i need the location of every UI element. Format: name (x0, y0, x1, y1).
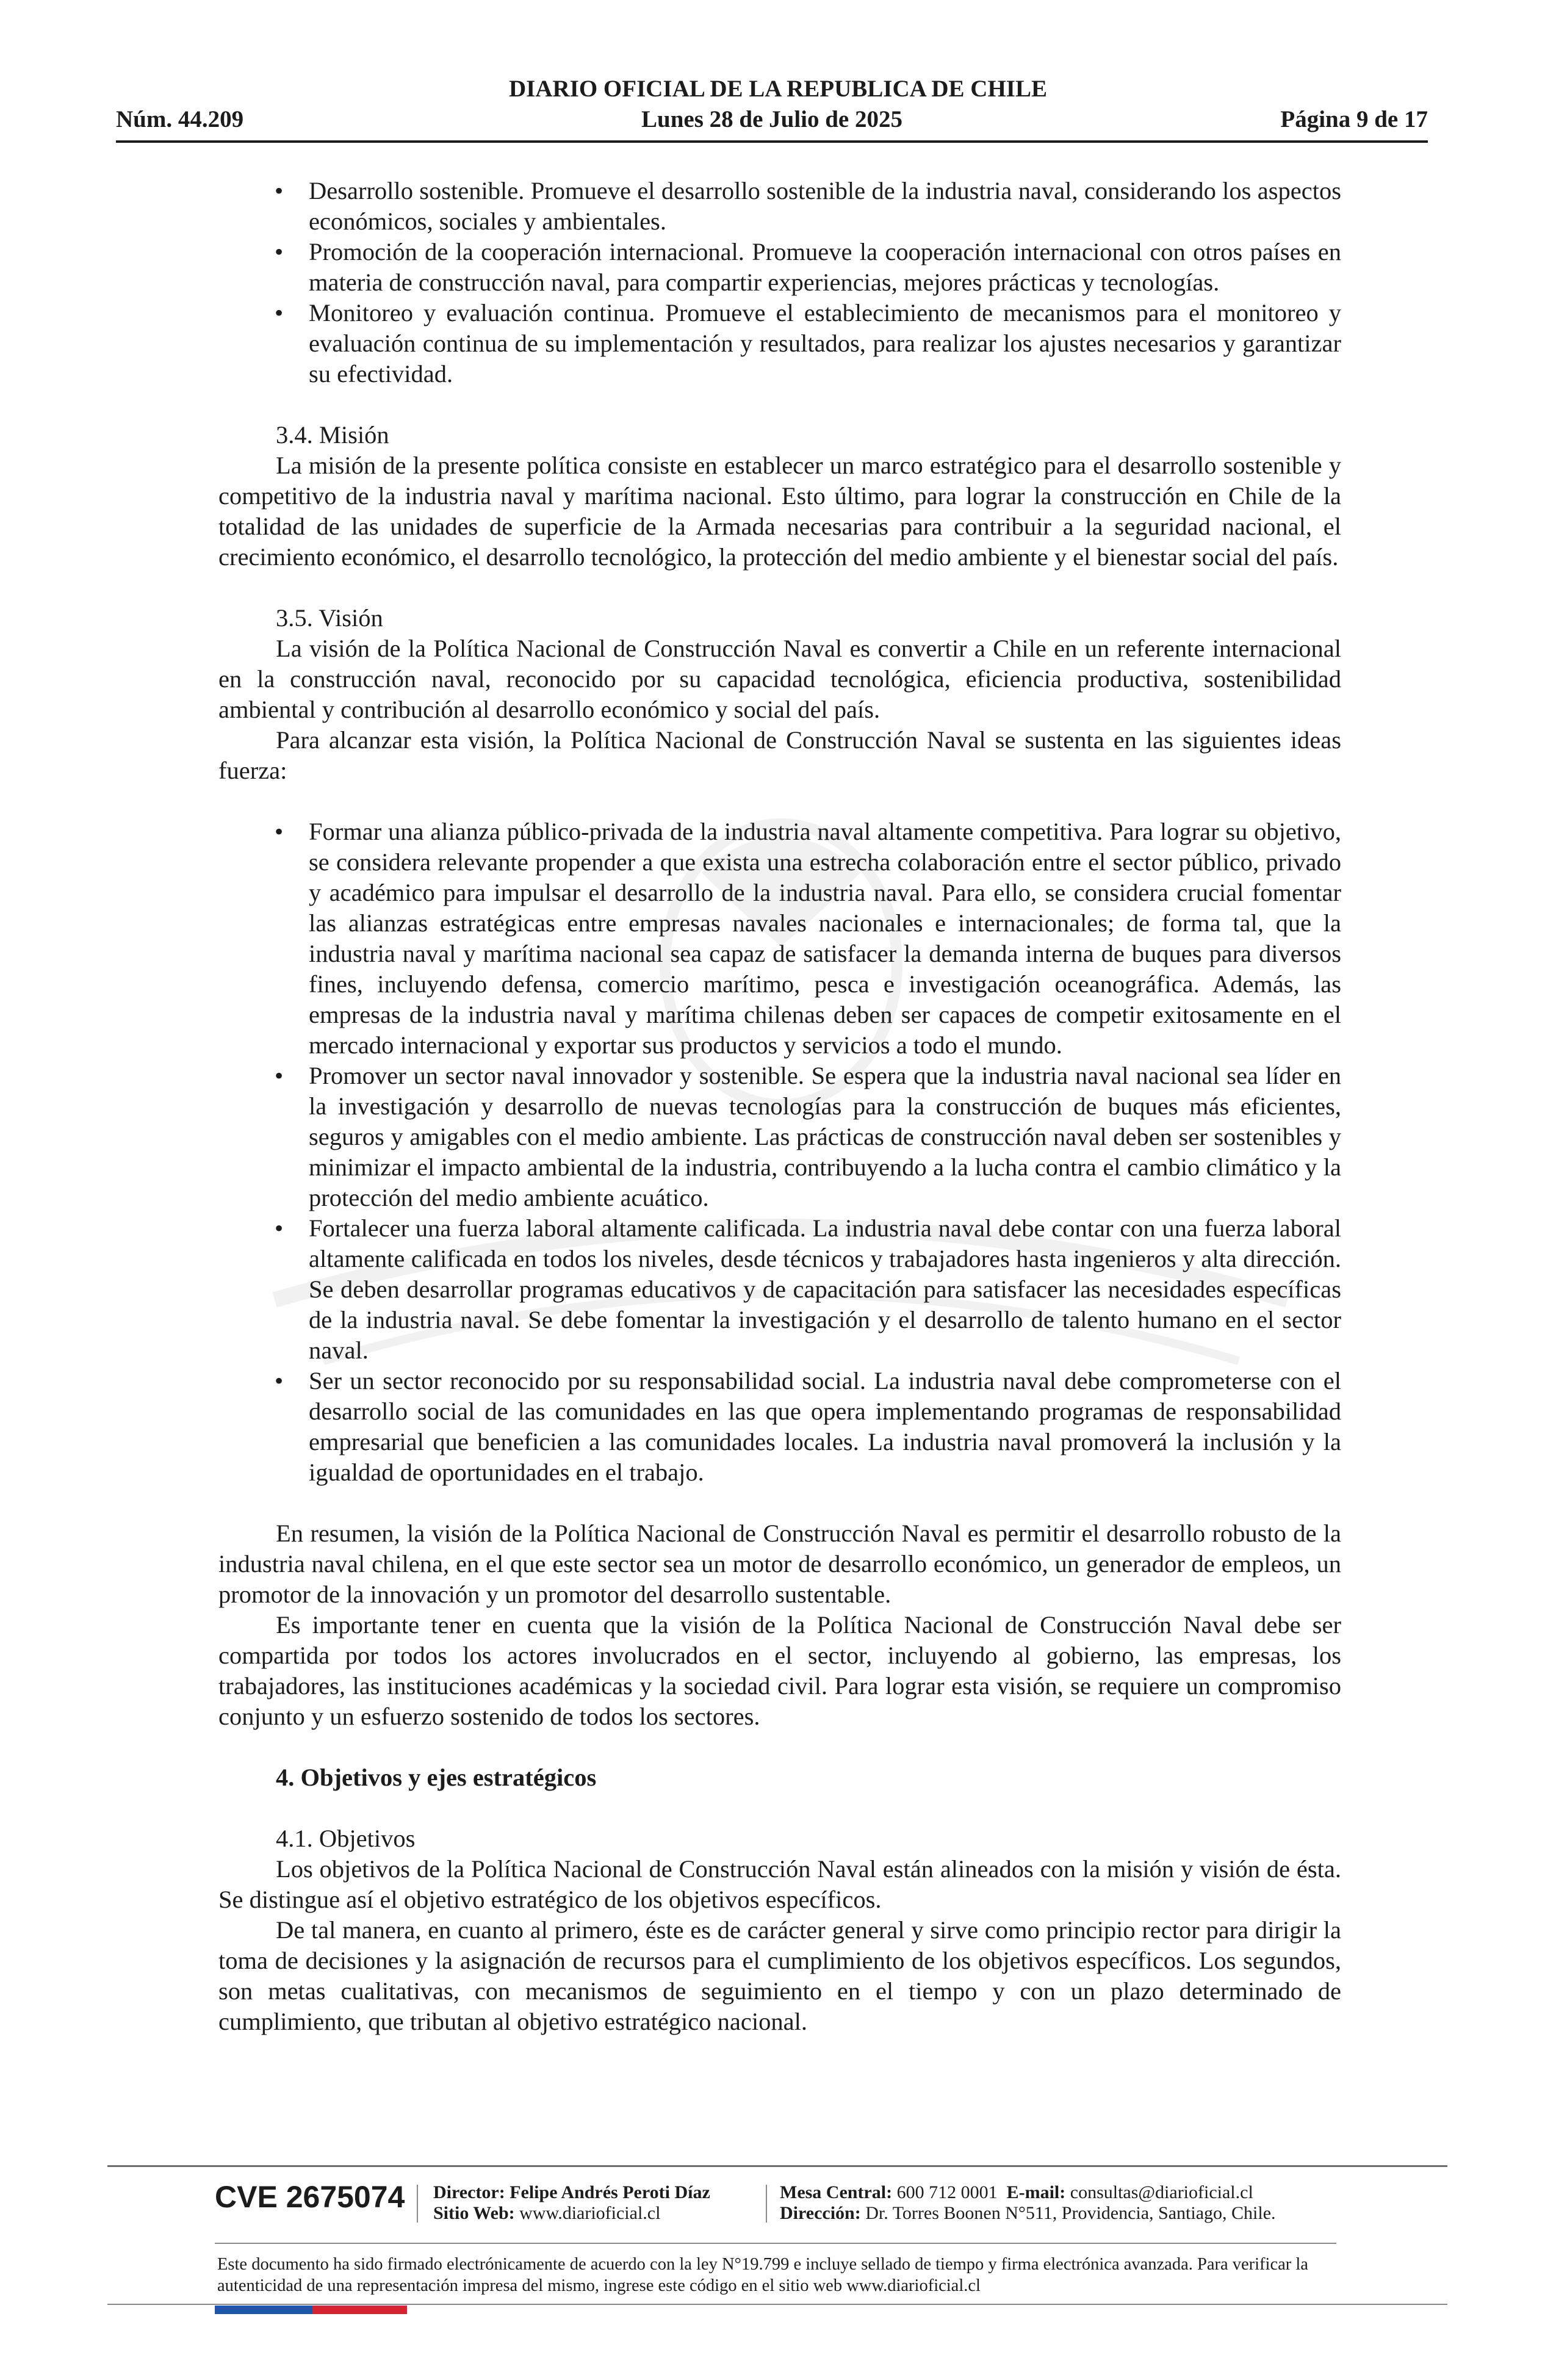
website-label: Sitio Web: (433, 2203, 515, 2223)
contact-line (780, 2182, 1253, 2204)
footer-divider-middle (215, 2243, 1336, 2244)
section-heading-mision: 3.4. Misión (276, 421, 389, 449)
header-divider (116, 140, 1428, 143)
address-value: Dr. Torres Boonen N°511, Providencia, Santiago, Chile. (865, 2203, 1276, 2223)
director-line (433, 2182, 710, 2204)
email-link[interactable]: consultas@diarioficial.cl (1070, 2182, 1253, 2202)
paragraph: Los objetivos de la Política Nacional de Construcción Naval están alineados con la misión y visión de ésta. Se distingue así el objetivo estratégico de los objetivos específicos. (218, 1855, 1341, 1913)
footer-divider-top (107, 2165, 1447, 2167)
bullet-icon: • (275, 1062, 284, 1089)
list-item-text: Formar una alianza público-privada de la industria naval altamente competitiva. Para lograr su objetivo, se considera relevante propender a que exista una estrecha colaboración entre el sector público, privado y académico para impulsar el desarrollo de la industria naval. Para ello, se considera crucial fomentar las alianzas estratégicas entre empresas navales nacionales e internacionales; de forma tal, que la industria naval y marítima nacional sea capaz de satisfacer la demanda interna de buques para diversos fines, incluyendo defensa, comercio marítimo, pesca e investigación oceanográfica. Además, las empresas de la industria naval y marítima chilenas deben ser capaces de competir exitosamente en el mercado internacional y exportar sus productos y servicios a todo el mundo. (309, 818, 1341, 1059)
mesa-label: Mesa Central: (780, 2182, 893, 2202)
bullet-icon: • (275, 1367, 284, 1394)
list-item (275, 237, 1341, 298)
address-line (780, 2202, 1276, 2224)
issue-number: Núm. 44.209 (116, 106, 244, 132)
list-item (275, 1061, 1341, 1213)
footer-separator (766, 2185, 767, 2223)
mesa-phone: 600 712 0001 (896, 2182, 998, 2202)
list-item (275, 1366, 1341, 1488)
list-item-text: Monitoreo y evaluación continua. Promueve el establecimiento de mecanismos para el monitoreo y evaluación continua de su implementación y resultados, para realizar los ajustes necesarios y garantizar su efectividad. (309, 299, 1341, 388)
list-item-text: Promoción de la cooperación internacional. Promueve la cooperación internacional con otros países en materia de construcción naval, para compartir experiencias, mejores prácticas y tecnologías. (309, 238, 1341, 296)
document-body (218, 176, 1341, 2037)
cve-code: CVE 2675074 (215, 2180, 405, 2214)
email-label: E-mail: (1006, 2182, 1066, 2202)
bullet-icon: • (275, 818, 284, 845)
page-number: Página 9 de 17 (1280, 106, 1428, 132)
bullet-icon: • (275, 238, 284, 265)
list-item-text: Ser un sector reconocido por su responsabilidad social. La industria naval debe comprometerse con el desarrollo social de las comunidades en las que opera implementando programas de responsabilidad empresarial que beneficien a las comunidades locales. La industria naval promoverá la inclusión y la igualdad de oportunidades en el trabajo. (309, 1367, 1341, 1486)
list-item (275, 817, 1341, 1061)
list-item-text: Promover un sector naval innovador y sostenible. Se espera que la industria naval nacional sea líder en la investigación y desarrollo de nuevas tecnologías para la construcción de buques más eficientes, seguros y amigables con el medio ambiente. Las prácticas de construcción naval deben ser sostenibles y minimizar el impacto ambiental de la industria, contribuyendo a la lucha contra el cambio climático y la protección del medio ambiente acuático. (309, 1062, 1341, 1211)
issue-date: Lunes 28 de Julio de 2025 (641, 106, 902, 132)
list-item-text: Desarrollo sostenible. Promueve el desarrollo sostenible de la industria naval, considerando los aspectos económicos, sociales y ambientales. (309, 177, 1341, 235)
website-link[interactable]: www.diarioficial.cl (519, 2203, 661, 2223)
bullet-icon: • (275, 1214, 284, 1242)
footer-divider-bottom (107, 2304, 1447, 2305)
flag-stripe-red (312, 2306, 407, 2314)
paragraph: La misión de la presente política consiste en establecer un marco estratégico para el desarrollo sostenible y competitivo de la industria naval y marítima nacional. Esto último, para lograr la construcción en Chile de la totalidad de las unidades de superficie de la Armada necesarias para contribuir a la seguridad nacional, el crecimiento económico, el desarrollo tecnológico, la protección del medio ambiente y el bienestar social del país. (218, 452, 1341, 571)
paragraph: Es importante tener en cuenta que la visión de la Política Nacional de Construcción Naval debe ser compartida por todos los actores involucrados en el sector, incluyendo al gobierno, las empresas, los trabajadores, las instituciones académicas y la sociedad civil. Para lograr esta visión, se requiere un compromiso conjunto y un esfuerzo sostenido de todos los sectores. (218, 1611, 1341, 1730)
principles-list (218, 176, 1341, 389)
flag-stripe-blue (215, 2306, 312, 2314)
paragraph: De tal manera, en cuanto al primero, éste es de carácter general y sirve como principio rector para dirigir la toma de decisiones y la asignación de recursos para el cumplimiento de los objetivos específicos. Los segundos, son metas cualitativas, con mecanismos de seguimiento en el tiempo y con un plazo determinado de cumplimiento, que tributan al objetivo estratégico nacional. (218, 1916, 1341, 2035)
footer-separator (417, 2185, 418, 2223)
list-item (275, 1213, 1341, 1366)
gazette-title: DIARIO OFICIAL DE LA REPUBLICA DE CHILE (508, 76, 1047, 102)
legal-notice: Este documento ha sido firmado electrónicamente de acuerdo con la ley N°19.799 e incluye sellado de tiempo y firma electrónica avanzada. Para verificar la autenticidad de una representación impresa del mismo, ingrese este código en el sitio web www.diarioficial.cl (217, 2255, 1308, 2295)
address-label: Dirección: (780, 2203, 861, 2223)
bullet-icon: • (275, 177, 284, 204)
section-heading-objetivos: 4. Objetivos y ejes estratégicos (276, 1764, 597, 1791)
list-item-text: Fortalecer una fuerza laboral altamente calificada. La industria naval debe contar con una fuerza laboral altamente calificada en todos los niveles, desde técnicos y trabajadores hasta ingenieros y alta dirección. Se deben desarrollar programas educativos y de capacitación para satisfacer las necesidades específicas de la industria naval. Se debe fomentar la investigación y el desarrollo de talento humano en el sector naval. (309, 1214, 1341, 1364)
list-item (275, 298, 1341, 389)
director-name: Felipe Andrés Peroti Díaz (510, 2182, 710, 2202)
director-label: Director: (433, 2182, 505, 2202)
bullet-icon: • (275, 299, 284, 326)
subsection-heading-objetivos: 4.1. Objetivos (276, 1825, 416, 1852)
paragraph: La visión de la Política Nacional de Construcción Naval es convertir a Chile en un referente internacional en la construcción naval, reconocido por su capacidad tecnológica, eficiencia productiva, sostenibilidad ambiental y contribución al desarrollo económico y social del país. (218, 635, 1341, 723)
section-heading-vision: 3.5. Visión (276, 604, 383, 632)
paragraph: En resumen, la visión de la Política Nacional de Construcción Naval es permitir el desarrollo robusto de la industria naval chilena, en el que este sector sea un motor de desarrollo económico, un generador de empleos, un promotor de la innovación y un promotor del desarrollo sustentable. (218, 1520, 1341, 1608)
ideas-fuerza-list (218, 817, 1341, 1488)
website-line (433, 2202, 660, 2224)
list-item (275, 176, 1341, 237)
paragraph: Para alcanzar esta visión, la Política Nacional de Construcción Naval se sustenta en las siguientes ideas fuerza: (218, 726, 1341, 784)
